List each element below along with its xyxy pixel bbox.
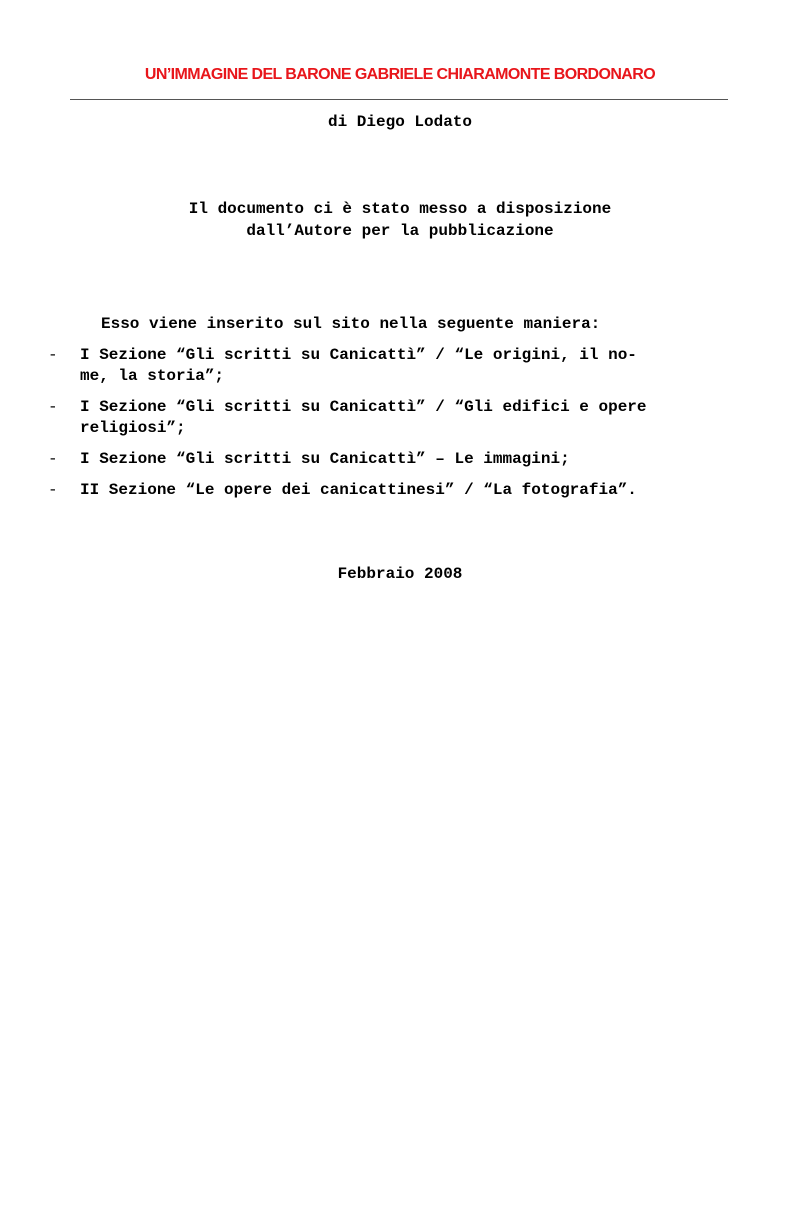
list-item bbox=[48, 397, 758, 439]
list-dash: - bbox=[48, 450, 58, 468]
title-divider bbox=[70, 99, 728, 100]
notice-line-1: Il documento ci è stato messo a disposizione bbox=[188, 200, 612, 218]
author-line: di Diego Lodato bbox=[327, 113, 473, 131]
list-item bbox=[48, 345, 758, 387]
list-dash: - bbox=[48, 481, 58, 499]
list-item-line: II Sezione “Le opere dei canicattinesi” / “La fotografia”. bbox=[80, 481, 637, 499]
document-title: UN’IMMAGINE DEL BARONE GABRIELE CHIARAMONTE BORDONARO bbox=[144, 66, 656, 83]
publication-intro: Esso viene inserito sul sito nella seguente maniera: bbox=[101, 315, 601, 333]
list-item-line: I Sezione “Gli scritti su Canicattì” / “Gli edifici e opere bbox=[80, 398, 647, 416]
publication-list bbox=[48, 345, 758, 511]
list-item-line: me, la storia”; bbox=[80, 367, 225, 385]
list-item-line: I Sezione “Gli scritti su Canicattì” / “Le origini, il no- bbox=[80, 346, 637, 364]
list-dash: - bbox=[48, 398, 58, 416]
list-item bbox=[48, 480, 758, 501]
notice-line-2: dall’Autore per la pubblicazione bbox=[246, 222, 554, 240]
list-item-line: I Sezione “Gli scritti su Canicattì” – Le immagini; bbox=[80, 450, 570, 468]
publication-notice bbox=[0, 198, 800, 242]
list-item-line: religiosi”; bbox=[80, 419, 186, 437]
publication-date: Febbraio 2008 bbox=[337, 565, 463, 583]
list-dash: - bbox=[48, 346, 58, 364]
list-item bbox=[48, 449, 758, 470]
